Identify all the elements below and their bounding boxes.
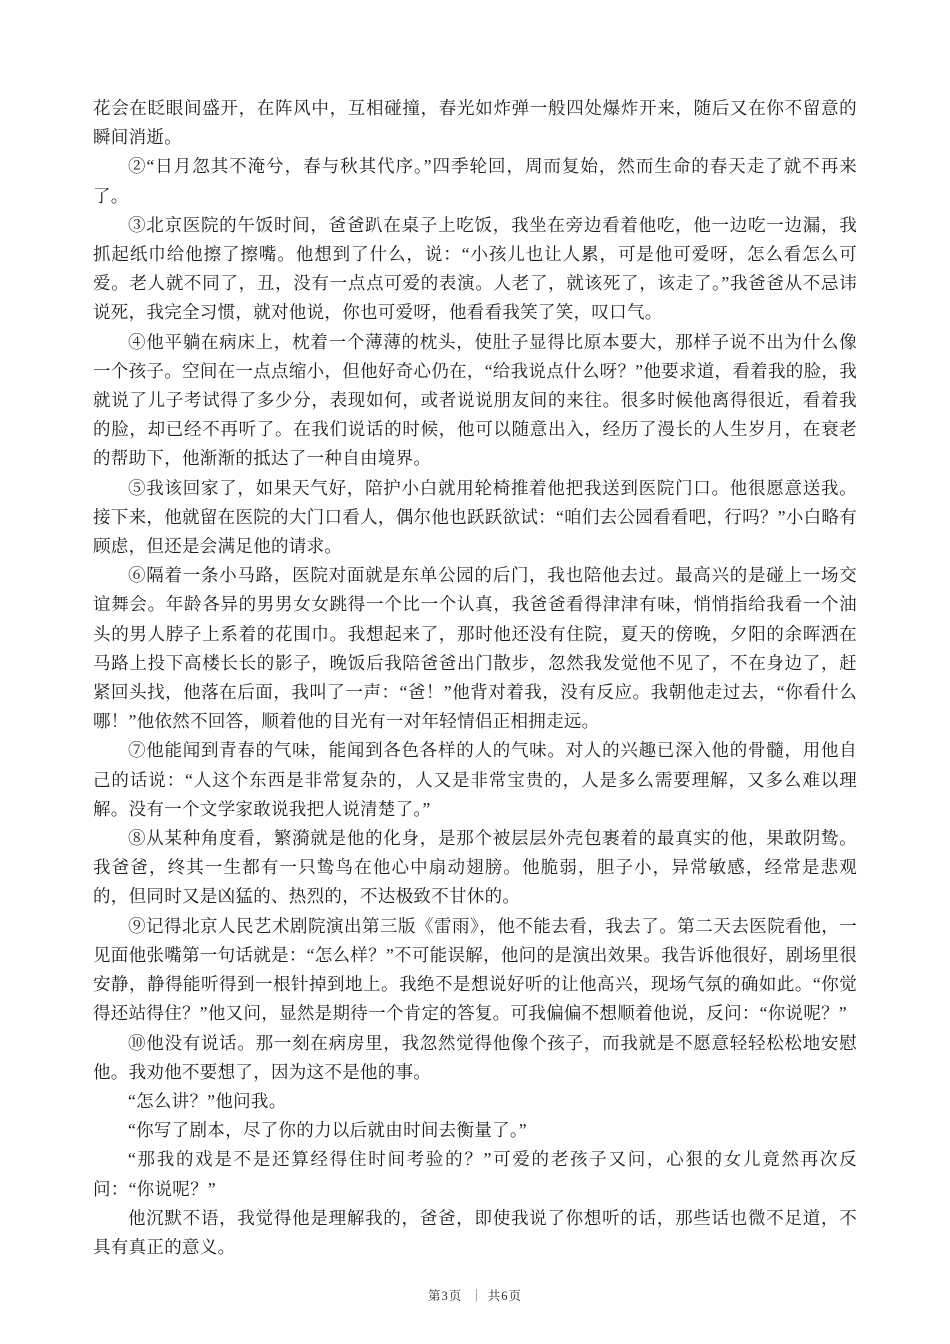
paragraph-8: ⑧从某种角度看，繁漪就是他的化身，是那个被层层外壳包裹着的最真实的他，果敢阴鸷。我爸爸，终其一生都有一只鸷鸟在他心中扇动翅膀。他脆弱，胆子小，异常敏感，经常是悲观的，但同时又是凶猛的、热烈的，不达极致不甘休的。 [93, 828, 857, 907]
footer-total-pages: 共6页 [487, 1289, 523, 1303]
footer-page-number: 第3页 [427, 1289, 463, 1303]
paragraph-7: ⑦他能闻到青春的气味，能闻到各色各样的人的气味。对人的兴趣已深入他的骨髓，用他自己的话说：“人这个东西是非常复杂的，人又是非常宝贵的，人是多么需要理解，又多么难以理解。没有一个文学家敢说我把人说清楚了。” [93, 740, 857, 819]
paragraph-10: ⑩他没有说话。那一刻在病房里，我忽然觉得他像个孩子，而我就是不愿意轻轻松松地安慰他。我劝他不要想了，因为这不是他的事。 [93, 1032, 857, 1082]
document-body [93, 94, 857, 1262]
footer-separator: ｜ [470, 1289, 484, 1303]
paragraph-6: ⑥隔着一条小马路，医院对面就是东单公园的后门，我也陪他去过。最高兴的是碰上一场交谊舞会。年龄各异的男男女女跳得一个比一个认真，我爸爸看得津津有味，悄悄指给我看一个油头的男人脖子上系着的花围巾。我想起来了，那时他还没有住院，夏天的傍晚，夕阳的余晖洒在马路上投下高楼长长的影子，晚饭后我陪爸爸出门散步，忽然我发觉他不见了，不在身边了，赶紧回头找，他落在后面，我叫了一声：“爸！”他背对着我，没有反应。我朝他走过去，“你看什么哪！”他依然不回答，顺着他的目光有一对年轻情侣正相拥走远。 [93, 565, 857, 732]
paragraph-dialog-3: “那我的戏是不是还算经得住时间考验的？”可爱的老孩子又问，心狠的女儿竟然再次反问：“你说呢？” [93, 1149, 857, 1199]
paragraph-5: ⑤我该回家了，如果天气好，陪护小白就用轮椅推着他把我送到医院门口。他很愿意送我。接下来，他就留在医院的大门口看人，偶尔他也跃跃欲试：“咱们去公园看看吧，行吗？”小白略有顾虑，但还是会满足他的请求。 [93, 477, 857, 557]
paragraph-dialog-1: “怎么讲？”他问我。 [128, 1090, 287, 1111]
paragraph-9: ⑨记得北京人民艺术剧院演出第三版《雷雨》，他不能去看，我去了。第二天去医院看他，一见面他张嘴第一句话就是：“怎么样？”不可能误解，他问的是演出效果。我告诉他很好，剧场里很安静，静得能听得到一根针掉到地上。我绝不是想说好听的让他高兴，现场气氛的确如此。“你觉得还站得住？”他又问，显然是期待一个肯定的答复。可我偏偏不想顺着他说，反问：“你说呢？” [93, 915, 857, 1024]
paragraph-continuation: 花会在眨眼间盛开，在阵风中，互相碰撞，春光如炸弹一般四处爆炸开来，随后又在你不留意的瞬间消逝。 [93, 98, 857, 148]
paragraph-3: ③北京医院的午饭时间，爸爸趴在桌子上吃饭，我坐在旁边看着他吃，他一边吃一边漏，我抓起纸巾给他擦了擦嘴。他想到了什么，说：“小孩儿也让人累，可是他可爱呀，怎么看怎么可爱。老人就不同了，丑，没有一点点可爱的表演。人老了，就该死了，该走了。”我爸爸从不忌讳说死，我完全习惯，就对他说，你也可爱呀，他看看我笑了笑，叹口气。 [93, 214, 857, 323]
paragraph-4: ④他平躺在病床上，枕着一个薄薄的枕头，使肚子显得比原本要大，那样子说不出为什么像一个孩子。空间在一点点缩小，但他好奇心仍在，“给我说点什么呀？”他要求道，看着我的脸，我就说了儿子考试得了多少分，表现如何，或者说说朋友间的来往。很多时候他离得很近，看着我的脸，却已经不再听了。在我们说话的时候，他可以随意出入，经历了漫长的人生岁月，在衰老的帮助下，他渐渐的抵达了一种自由境界。 [93, 331, 857, 469]
paragraph-2: ②“日月忽其不淹兮，春与秋其代序。”四季轮回，周而复始，然而生命的春天走了就不再来了。 [93, 156, 857, 206]
paragraph-dialog-2: “你写了剧本，尽了你的力以后就由时间去衡量了。” [128, 1120, 527, 1141]
page-footer [0, 1286, 950, 1304]
paragraph-closing: 他沉默不语，我觉得他是理解我的，爸爸，即使我说了你想听的话，那些话也微不足道，不具有真正的意义。 [93, 1207, 857, 1257]
